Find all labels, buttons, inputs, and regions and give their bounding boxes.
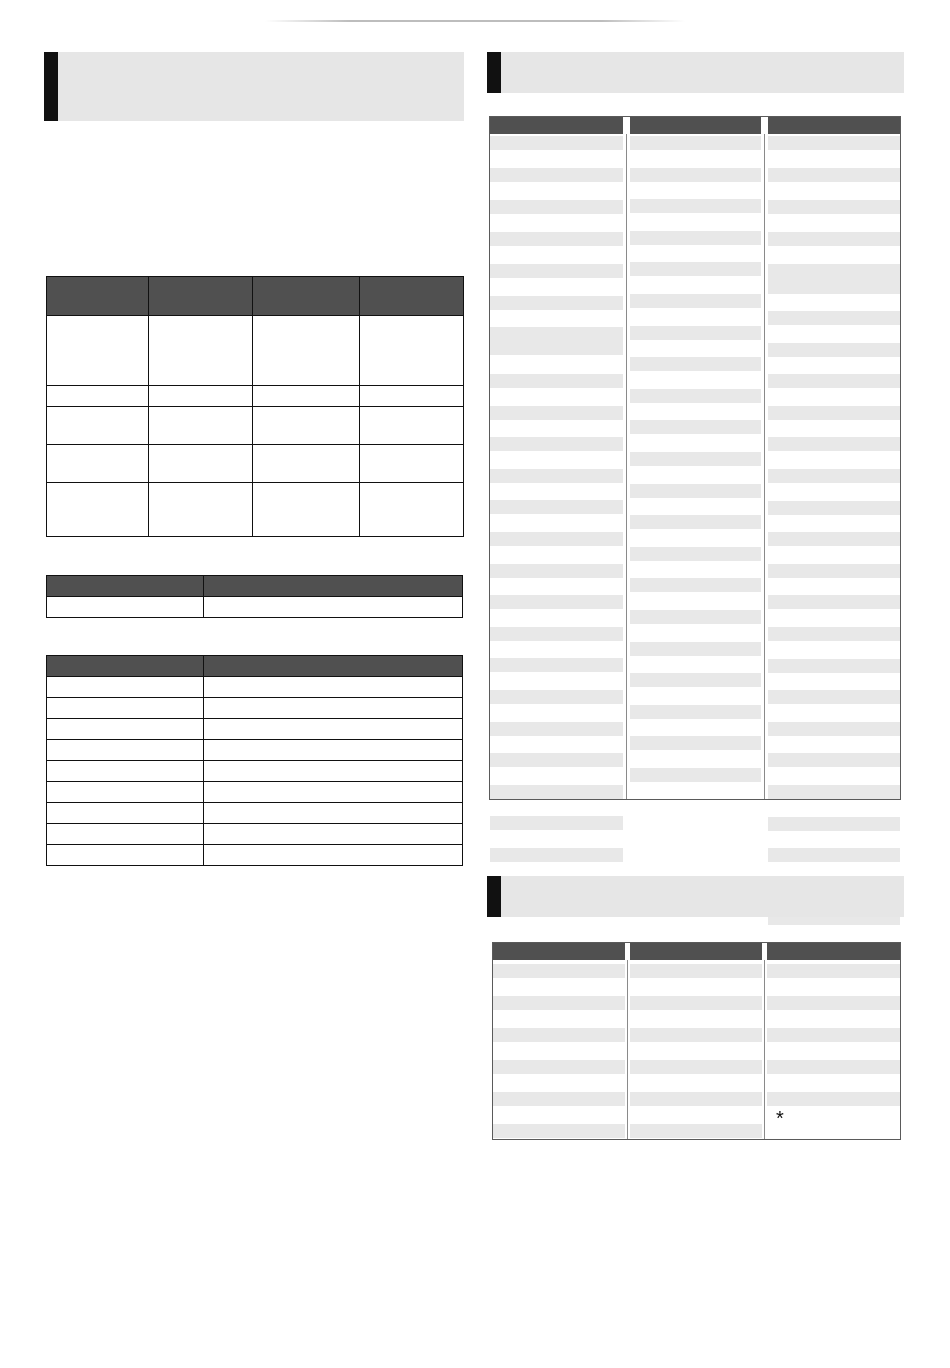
table-cell xyxy=(149,386,253,407)
striped-cell xyxy=(630,199,761,213)
right-section-2-header xyxy=(487,876,904,917)
striped-cell xyxy=(630,294,761,308)
striped-cell xyxy=(490,785,623,799)
table-cell xyxy=(360,316,464,386)
striped-cell xyxy=(630,389,761,403)
right-striped-table-1 xyxy=(489,116,901,800)
table-cell xyxy=(47,740,204,761)
column-divider xyxy=(627,960,628,1139)
striped-cell xyxy=(768,168,900,182)
table-row xyxy=(47,824,463,845)
table-cell xyxy=(360,386,464,407)
table-cell xyxy=(253,386,360,407)
table-row xyxy=(47,803,463,824)
table-cell xyxy=(149,445,253,483)
table-cell xyxy=(149,316,253,386)
striped-cell xyxy=(768,501,900,515)
table-cell xyxy=(47,597,204,618)
striped-cell xyxy=(490,374,623,388)
top-rule xyxy=(265,20,685,22)
striped-cell xyxy=(768,627,900,641)
striped-table-1-header-col-3 xyxy=(768,117,900,134)
table-cell xyxy=(47,719,204,740)
column-divider xyxy=(764,134,765,799)
striped-cell xyxy=(490,469,623,483)
striped-cell xyxy=(768,722,900,736)
right-section-1-bar xyxy=(487,52,501,93)
striped-cell xyxy=(630,768,761,782)
table-cell xyxy=(204,719,463,740)
table-cell xyxy=(360,483,464,537)
striped-cell xyxy=(630,1124,762,1138)
striped-cell xyxy=(630,705,761,719)
table-row xyxy=(47,677,463,698)
column-divider xyxy=(626,134,627,799)
table-row xyxy=(47,782,463,803)
table-cell xyxy=(204,782,463,803)
striped-cell xyxy=(630,642,761,656)
left-main-header-cell xyxy=(149,277,253,316)
striped-cell xyxy=(490,658,623,672)
table-row xyxy=(47,483,464,537)
table-cell xyxy=(47,698,204,719)
left-main-table xyxy=(46,276,464,537)
striped-cell xyxy=(767,1028,900,1042)
striped-cell xyxy=(490,200,623,214)
table-cell xyxy=(47,407,149,445)
striped-cell xyxy=(490,500,623,514)
small-table-header-cell xyxy=(204,656,463,677)
striped-cell xyxy=(768,753,900,767)
striped-cell xyxy=(768,469,900,483)
striped-cell xyxy=(490,232,623,246)
striped-cell xyxy=(493,1124,625,1138)
striped-cell xyxy=(767,1060,900,1074)
striped-cell xyxy=(768,564,900,578)
table-cell xyxy=(47,824,204,845)
striped-cell xyxy=(630,452,761,466)
striped-cell xyxy=(768,659,900,673)
table-cell xyxy=(47,782,204,803)
striped-cell xyxy=(630,484,761,498)
table-cell xyxy=(47,445,149,483)
table-row xyxy=(47,761,463,782)
striped-cell xyxy=(490,564,623,578)
striped-cell xyxy=(630,547,761,561)
small-table-header-cell xyxy=(47,656,204,677)
striped-cell xyxy=(493,996,625,1010)
table-cell xyxy=(149,407,253,445)
table-cell xyxy=(204,803,463,824)
striped-cell xyxy=(768,848,900,862)
striped-table-2-column-1 xyxy=(493,960,625,1139)
table-cell xyxy=(47,386,149,407)
right-section-2-bar xyxy=(487,876,501,917)
striped-cell xyxy=(768,595,900,609)
table-cell xyxy=(47,316,149,386)
striped-cell xyxy=(490,595,623,609)
table-cell xyxy=(204,845,463,866)
striped-cell xyxy=(490,627,623,641)
table-row xyxy=(47,845,463,866)
table-row xyxy=(47,316,464,386)
striped-cell xyxy=(490,168,623,182)
striped-cell xyxy=(490,136,623,150)
table-cell xyxy=(360,407,464,445)
striped-cell xyxy=(768,817,900,831)
striped-table-2-column-2 xyxy=(630,960,762,1139)
table-row xyxy=(47,698,463,719)
striped-cell xyxy=(493,1060,625,1074)
striped-table-1-header-col-2 xyxy=(630,117,761,134)
striped-cell xyxy=(493,1092,625,1106)
table-cell xyxy=(204,677,463,698)
striped-cell xyxy=(630,326,761,340)
table-cell xyxy=(204,740,463,761)
striped-cell xyxy=(630,168,761,182)
left-main-header-cell xyxy=(253,277,360,316)
striped-cell xyxy=(490,532,623,546)
striped-table-2-header-col-1 xyxy=(493,943,625,960)
right-striped-table-2 xyxy=(492,942,901,1140)
striped-cell xyxy=(630,964,762,978)
table-cell xyxy=(253,483,360,537)
striped-cell xyxy=(630,736,761,750)
right-section-1-header xyxy=(487,52,904,93)
table-cell xyxy=(360,445,464,483)
table-cell xyxy=(47,761,204,782)
table-cell xyxy=(149,483,253,537)
small-table-1-header-row xyxy=(47,576,463,597)
left-small-table-2 xyxy=(46,655,463,866)
striped-cell xyxy=(490,437,623,451)
striped-table-2-header-col-3 xyxy=(767,943,900,960)
striped-cell xyxy=(630,231,761,245)
column-divider xyxy=(764,960,765,1139)
table-cell xyxy=(204,824,463,845)
striped-table-1-column-1 xyxy=(490,134,623,799)
striped-cell xyxy=(630,1060,762,1074)
striped-cell xyxy=(768,437,900,451)
left-small-table-1 xyxy=(46,575,463,618)
striped-cell xyxy=(630,357,761,371)
striped-cell xyxy=(767,964,900,978)
small-table-2-header-row xyxy=(47,656,463,677)
striped-cell xyxy=(630,515,761,529)
striped-cell xyxy=(630,262,761,276)
table-cell xyxy=(204,698,463,719)
striped-table-1-column-2 xyxy=(630,134,761,799)
striped-cell xyxy=(767,1092,900,1106)
striped-cell xyxy=(768,232,900,246)
striped-cell xyxy=(768,532,900,546)
striped-cell xyxy=(490,406,623,420)
table-cell xyxy=(253,445,360,483)
striped-cell xyxy=(768,200,900,214)
striped-cell xyxy=(630,420,761,434)
table-row xyxy=(47,407,464,445)
striped-table-2-header-col-2 xyxy=(630,943,762,960)
striped-cell xyxy=(630,610,761,624)
striped-cell xyxy=(768,374,900,388)
table-cell xyxy=(47,483,149,537)
table-row xyxy=(47,740,463,761)
striped-cell xyxy=(490,690,623,704)
small-table-header-cell xyxy=(204,576,463,597)
striped-table-2-column-3 xyxy=(767,960,900,1139)
striped-cell xyxy=(490,816,623,830)
table-row xyxy=(47,386,464,407)
striped-cell xyxy=(768,264,900,294)
table-row xyxy=(47,445,464,483)
striped-table-1-column-3 xyxy=(768,134,900,799)
table-cell xyxy=(253,407,360,445)
table-cell xyxy=(204,761,463,782)
left-section-header xyxy=(44,52,464,121)
striped-cell xyxy=(630,673,761,687)
table-cell xyxy=(204,597,463,618)
table-row xyxy=(47,597,463,618)
striped-cell xyxy=(630,578,761,592)
striped-cell xyxy=(768,136,900,150)
striped-cell xyxy=(490,753,623,767)
footnote-asterisk: * xyxy=(776,1108,784,1130)
left-main-table-header-row xyxy=(47,277,464,316)
striped-cell xyxy=(490,848,623,862)
striped-cell xyxy=(490,722,623,736)
striped-cell xyxy=(630,136,761,150)
striped-cell xyxy=(768,311,900,325)
table-cell xyxy=(47,677,204,698)
table-cell xyxy=(253,316,360,386)
striped-cell xyxy=(767,996,900,1010)
table-row xyxy=(47,719,463,740)
left-main-header-cell xyxy=(47,277,149,316)
striped-cell xyxy=(768,785,900,799)
striped-cell xyxy=(630,1028,762,1042)
striped-cell xyxy=(490,296,623,310)
left-main-header-cell xyxy=(360,277,464,316)
table-cell xyxy=(47,845,204,866)
left-section-bar xyxy=(44,52,58,121)
striped-cell xyxy=(493,964,625,978)
striped-cell xyxy=(768,343,900,357)
striped-cell xyxy=(490,264,623,278)
striped-cell xyxy=(493,1028,625,1042)
table-cell xyxy=(47,803,204,824)
striped-cell xyxy=(630,1092,762,1106)
striped-cell xyxy=(490,327,623,355)
striped-cell xyxy=(630,996,762,1010)
striped-cell xyxy=(768,406,900,420)
striped-table-1-header-col-1 xyxy=(490,117,623,134)
small-table-header-cell xyxy=(47,576,204,597)
striped-cell xyxy=(768,690,900,704)
